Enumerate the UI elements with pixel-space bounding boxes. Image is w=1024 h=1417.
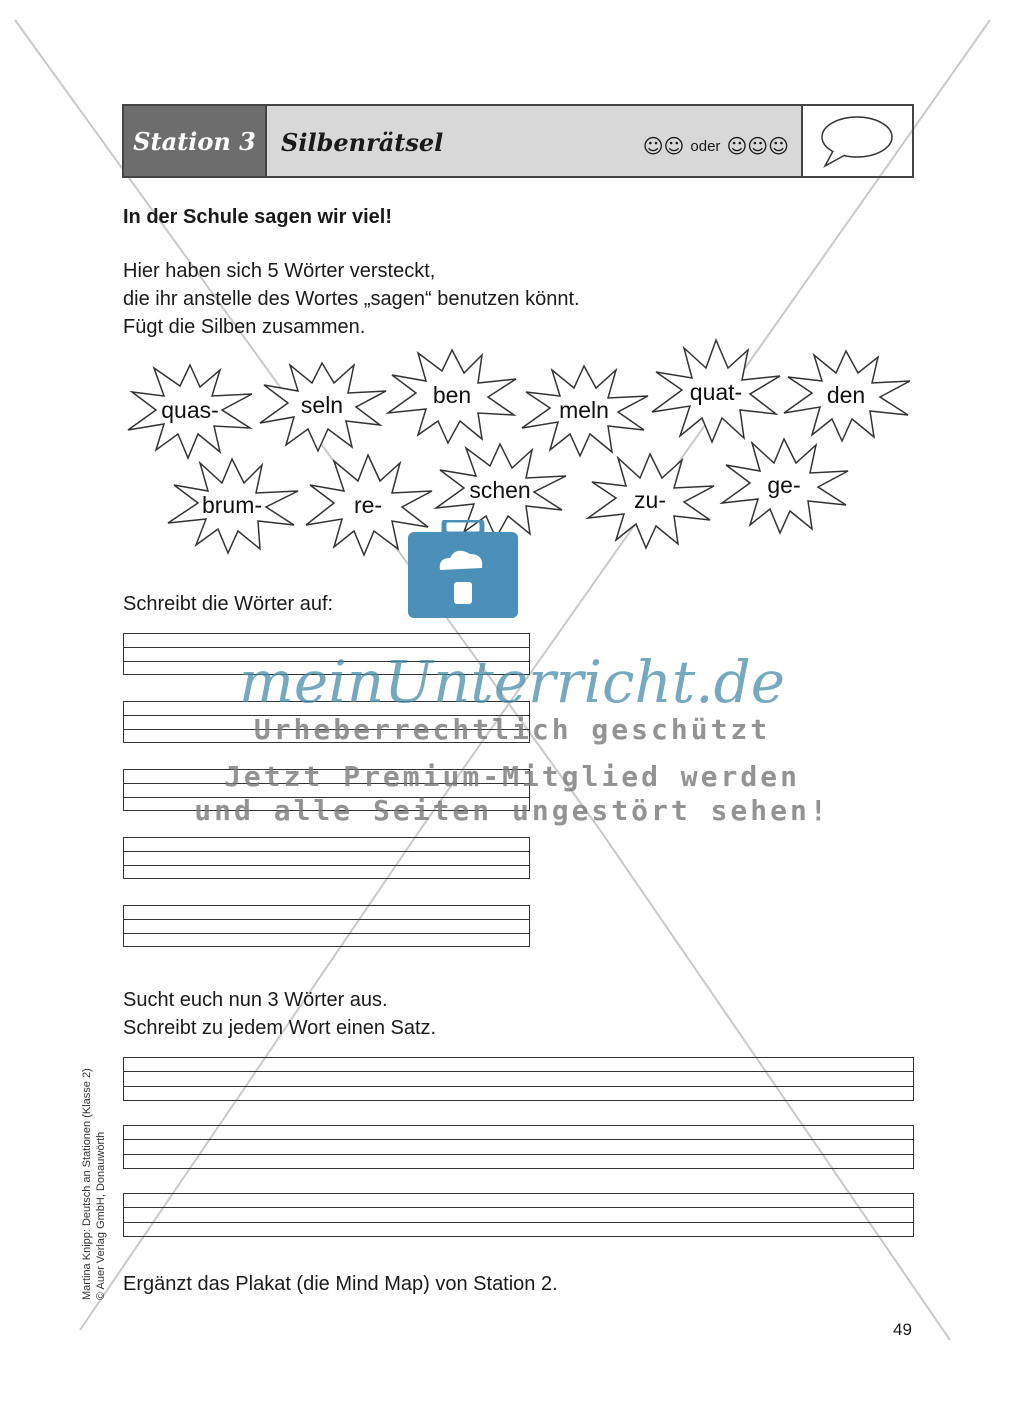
- task1-label: Schreibt die Wörter auf:: [123, 593, 334, 615]
- side-credit: [80, 1068, 108, 1300]
- star-ge: [722, 439, 848, 533]
- sentence-lines-2[interactable]: [123, 1125, 914, 1169]
- star-zu: [588, 454, 714, 548]
- star-seln: [260, 363, 386, 451]
- star-quas: [128, 365, 252, 458]
- intro-heading: In der Schule sagen wir viel!: [123, 206, 392, 228]
- station-number: Station 3: [124, 106, 265, 176]
- watermark-line-2: Jetzt Premium-Mitglied werden: [224, 760, 800, 793]
- star-brum: [168, 459, 298, 553]
- write-lines-4[interactable]: [123, 837, 530, 879]
- sentence-lines-1[interactable]: [123, 1057, 914, 1101]
- watermark-url: meinUnterricht.de: [238, 648, 786, 716]
- speech-bubble-icon: [803, 106, 910, 176]
- credit-line-2: © Auer Verlag GmbH, Donauwörth: [95, 1131, 107, 1300]
- syllable-seln: seln: [300, 392, 344, 418]
- syllable-ben: ben: [432, 382, 472, 408]
- watermark-line-1: Urheberrechtlich geschützt: [253, 713, 771, 746]
- star-den: [784, 351, 910, 441]
- write-lines-5[interactable]: [123, 905, 530, 947]
- syllable-ge: ge-: [767, 472, 801, 498]
- task3-text: Ergänzt das Plakat (die Mind Map) von Station 2.: [123, 1273, 558, 1295]
- syllable-zu: zu-: [634, 487, 666, 513]
- station-header: [122, 104, 914, 178]
- station-title-box: [265, 106, 803, 176]
- speech-bubble-box: [801, 106, 912, 176]
- task2-line-2: Schreibt zu jedem Wort einen Satz.: [123, 1017, 437, 1039]
- star-quat: [652, 340, 780, 442]
- intro-line-3: Fügt die Silben zusammen.: [123, 316, 366, 338]
- difficulty-hard: ☺☺☺: [726, 134, 789, 158]
- task2-line-1: Sucht euch nun 3 Wörter aus.: [123, 989, 388, 1011]
- sentence-lines-3[interactable]: [123, 1193, 914, 1237]
- station-title: Silbenrätsel: [281, 128, 444, 157]
- page-number: 49: [893, 1320, 912, 1339]
- syllable-meln: meln: [559, 397, 609, 423]
- syllable-quat: quat-: [689, 379, 743, 405]
- intro-line-2: die ihr anstelle des Wortes „sagen“ benutzen könnt.: [123, 288, 580, 310]
- syllable-brum: brum-: [201, 492, 263, 518]
- credit-line-1: Martina Knipp: Deutsch an Stationen (Klasse 2): [81, 1068, 93, 1300]
- watermark-line-3: und alle Seiten ungestört sehen!: [194, 794, 830, 827]
- star-meln: [522, 366, 648, 456]
- briefcase-logo-icon: [406, 520, 520, 620]
- syllable-quas: quas-: [161, 397, 219, 423]
- syllable-den: den: [826, 382, 866, 408]
- difficulty-easy: ☺☺: [642, 134, 685, 158]
- star-ben: [388, 350, 516, 443]
- difficulty-level: [643, 134, 789, 158]
- syllable-re: re-: [353, 492, 383, 518]
- syllable-schen: schen: [469, 477, 531, 503]
- intro-line-1: Hier haben sich 5 Wörter versteckt,: [123, 260, 436, 282]
- difficulty-joiner: oder: [690, 137, 721, 155]
